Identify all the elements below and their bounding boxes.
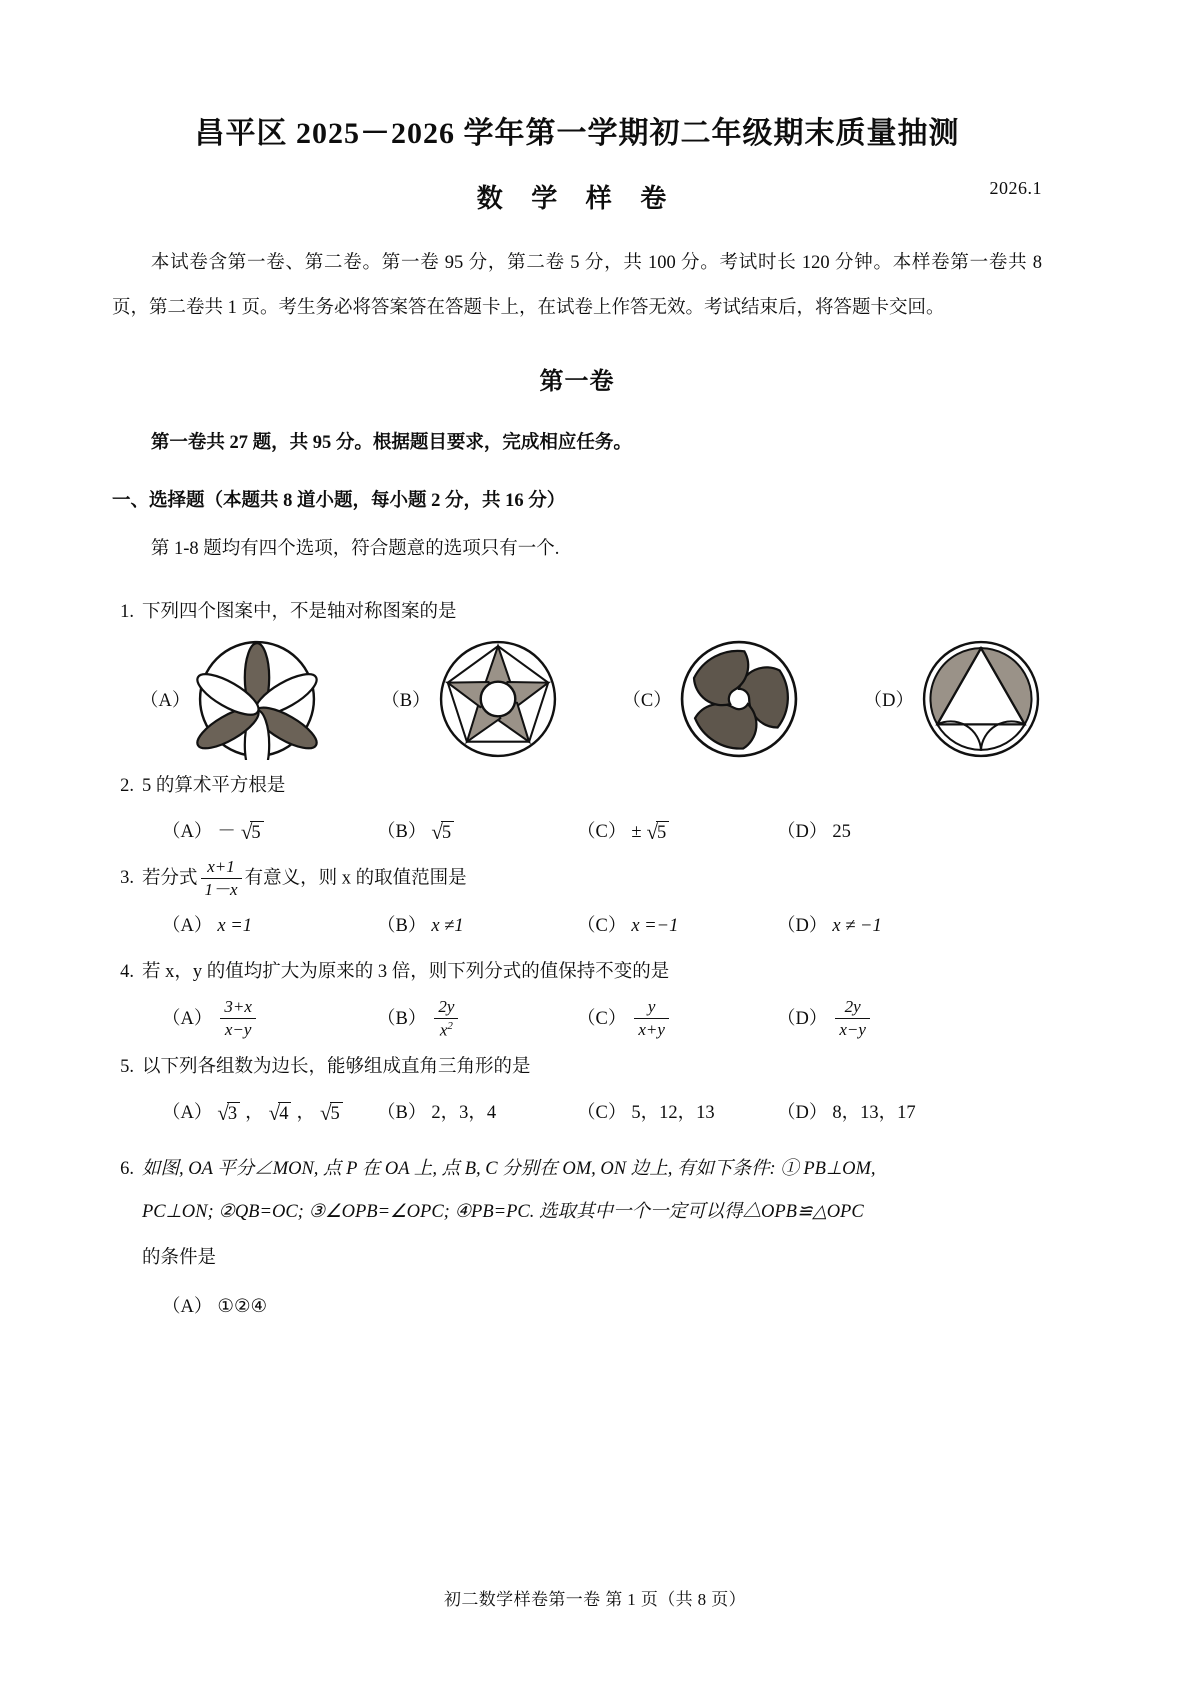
question-2-option-b-label: （B）: [377, 822, 427, 842]
question-3-option-b-label: （B）: [377, 916, 427, 937]
option-a-figure-cell[interactable]: [140, 638, 381, 760]
question-4-option-a-numerator: 3+x: [224, 997, 252, 1017]
question-4-options: [162, 998, 1042, 1041]
question-3-option-b-value: x ≠1: [431, 916, 464, 937]
part-one-summary: 第一卷共 27 题，共 95 分。根据题目要求，完成相应任务。: [150, 433, 632, 453]
subject-row: [112, 178, 1042, 215]
question-4-option-a-denominator: x−y: [220, 1018, 256, 1040]
question-6-option-a-label: （A）: [162, 1296, 213, 1317]
comma-2: ，: [296, 1102, 315, 1123]
option-d-label: （D）: [863, 691, 914, 711]
question-6-option-a[interactable]: [162, 1287, 377, 1327]
page-title: 昌平区 2025－2026 学年第一学期初二年级期末质量抽测: [194, 117, 960, 150]
question-4-option-d[interactable]: [777, 998, 873, 1041]
question-2-option-c-label: （C）: [577, 822, 627, 842]
exam-instructions: 本试卷含第一卷、第二卷。第一卷 95 分，第二卷 5 分，共 100 分。考试时长 120 分钟。本样卷第一卷共 8 页，第二卷共 1 页。考生务必将答案答在答题卡上，在试卷上作答无效。考试结束后，将答题卡交回。: [112, 253, 1042, 318]
question-4-option-d-numerator: 2y: [844, 997, 861, 1017]
option-b-label: （B）: [381, 691, 431, 711]
question-3-option-a-value: x =1: [217, 916, 252, 937]
question-2-option-d-value: 25: [832, 822, 851, 842]
question-2-option-a[interactable]: [162, 812, 377, 852]
question-2-option-d[interactable]: [777, 812, 851, 852]
question-4-option-d-denominator: x−y: [835, 1018, 870, 1040]
question-6-option-a-value: ①②④: [217, 1296, 268, 1317]
question-4-option-c[interactable]: [577, 998, 777, 1041]
sqrt-icon: √ 5: [647, 821, 670, 843]
question-5-option-a-label: （A）: [162, 1102, 213, 1123]
sqrt-icon: √ 5: [241, 821, 264, 843]
question-3-option-d-value: x ≠ −1: [832, 916, 882, 937]
five-point-star-circle-icon: [437, 638, 559, 760]
question-3-option-c-label: （C）: [577, 916, 627, 937]
triskelion-circle-icon: [678, 638, 800, 760]
question-4-number: 4.: [120, 962, 134, 983]
sqrt-icon: √ 3: [217, 1102, 240, 1124]
question-4-option-d-label: （D）: [777, 1009, 828, 1030]
question-5-option-d-label: （D）: [777, 1102, 828, 1123]
question-5-option-a-radicand-2: 4: [278, 1102, 291, 1124]
section-one-note: 第 1-8 题均有四个选项，符合题意的选项只有一个.: [150, 539, 560, 559]
page-footer: 初二数学样卷第一卷 第 1 页（共 8 页）: [443, 1590, 747, 1609]
question-4-option-a[interactable]: [162, 998, 377, 1041]
question-4-option-b-exponent: 2: [447, 1019, 453, 1032]
question-5-option-b-value: 2，3，4: [431, 1102, 497, 1123]
sqrt-icon: √ 4: [269, 1102, 292, 1124]
question-2-option-a-label: （A）: [162, 822, 213, 842]
question-2-option-b[interactable]: [377, 812, 577, 852]
question-5-option-d[interactable]: [777, 1093, 916, 1133]
question-2-option-a-radicand: 5: [250, 821, 263, 843]
exam-date: 2026.1: [989, 178, 1042, 198]
question-3-option-c[interactable]: [577, 906, 777, 946]
question-3-option-b[interactable]: [377, 906, 577, 946]
question-5-options: [162, 1093, 1042, 1133]
question-3-fraction: [201, 857, 242, 899]
question-5-option-a-radicand-1: 3: [227, 1102, 240, 1124]
section-one-heading: 一、选择题（本题共 8 道小题，每小题 2 分，共 16 分）: [112, 491, 566, 511]
option-d-figure-cell[interactable]: [864, 638, 1042, 760]
question-4-stem: 若 x，y 的值均扩大为原来的 3 倍，则下列分式的值保持不变的是: [142, 962, 670, 983]
question-4: [112, 952, 1042, 992]
question-4-option-b-denominator: x: [439, 1020, 448, 1040]
question-2-options: [162, 812, 1042, 852]
question-2: [112, 766, 1042, 806]
question-1-stem: 下列四个图案中，不是轴对称图案的是: [142, 602, 457, 622]
question-5-option-b-label: （B）: [377, 1102, 427, 1123]
subject-title: 数 学 样 卷: [476, 184, 678, 213]
triangle-arc-circle-icon: [920, 638, 1042, 760]
question-4-option-d-fraction: [835, 997, 870, 1039]
question-4-option-c-numerator: y: [647, 997, 656, 1017]
question-2-option-c-radicand: 5: [656, 821, 669, 843]
question-5-option-a-radicand-3: 5: [330, 1102, 343, 1124]
question-3-fraction-numerator: x+1: [207, 857, 235, 876]
question-1: [112, 592, 1042, 632]
question-2-option-a-sign: －: [217, 822, 236, 842]
question-3-option-a[interactable]: [162, 906, 377, 946]
six-petal-flower-circle-icon: [196, 638, 318, 760]
sqrt-icon: √ 5: [431, 821, 454, 843]
question-5-option-c[interactable]: [577, 1093, 777, 1133]
question-4-option-b-label: （B）: [377, 1009, 427, 1030]
question-3-option-d[interactable]: [777, 906, 882, 946]
question-6-stem-line-1: 如图, OA 平分∠MON, 点 P 在 OA 上, 点 B, C 分别在 OM, ON 边上, 有如下条件: ① PB⊥OM,: [142, 1158, 876, 1179]
option-c-label: （C）: [622, 691, 672, 711]
question-2-number: 2.: [120, 776, 134, 796]
question-6-stem-line-3: 的条件是: [142, 1247, 217, 1268]
sqrt-icon: √ 5: [320, 1102, 343, 1124]
question-3-option-a-label: （A）: [162, 916, 213, 937]
question-4-option-c-label: （C）: [577, 1009, 627, 1030]
question-4-option-b-fraction: [434, 997, 458, 1040]
question-6-number: 6.: [120, 1158, 134, 1179]
question-5-option-c-label: （C）: [577, 1102, 627, 1123]
option-a-label: （A）: [140, 691, 191, 711]
option-b-figure-cell[interactable]: [381, 638, 622, 760]
question-6: [112, 1149, 1042, 1189]
question-3-number: 3.: [120, 868, 134, 888]
page-content: [112, 108, 1042, 1327]
question-4-option-c-fraction: [634, 997, 669, 1039]
question-4-option-a-label: （A）: [162, 1009, 213, 1030]
question-4-option-c-denominator: x+y: [634, 1018, 669, 1040]
question-2-option-c[interactable]: [577, 812, 777, 852]
question-4-option-b-numerator: 2y: [438, 997, 455, 1017]
question-5-option-a[interactable]: [162, 1093, 377, 1133]
question-3-options: [162, 906, 1042, 946]
part-one-heading: 第一卷: [539, 369, 615, 395]
question-3-fraction-denominator: 1－x: [201, 878, 242, 900]
question-5-option-d-value: 8，13，17: [832, 1102, 916, 1123]
question-6-stem-line-2: PC⊥ON; ②QB=OC; ③∠OPB=∠OPC; ④PB=PC. 选取其中一个一定可以得△OPB≌△OPC: [142, 1201, 864, 1222]
question-2-option-c-sign: ±: [631, 822, 642, 842]
question-1-number: 1.: [120, 602, 134, 622]
question-5-option-b[interactable]: [377, 1093, 577, 1133]
question-3-option-c-value: x =−1: [631, 916, 679, 937]
option-c-figure-cell[interactable]: [622, 638, 863, 760]
question-3: [112, 858, 1042, 900]
question-4-option-a-fraction: [220, 997, 256, 1039]
question-5-number: 5.: [120, 1056, 134, 1077]
question-5-option-c-value: 5，12，13: [631, 1102, 715, 1123]
question-1-figures: [140, 638, 1042, 760]
question-5: [112, 1047, 1042, 1087]
question-2-option-b-radicand: 5: [441, 821, 454, 843]
question-5-stem: 以下列各组数为边长，能够组成直角三角形的是: [142, 1056, 531, 1077]
question-4-option-b[interactable]: [377, 998, 577, 1041]
comma-1: ，: [245, 1102, 264, 1123]
question-2-stem: 5 的算术平方根是: [142, 776, 286, 796]
question-6-options: [162, 1287, 1042, 1327]
question-3-stem-pre: 若分式: [142, 868, 198, 889]
question-2-option-d-label: （D）: [777, 822, 828, 842]
question-3-stem-post: 有意义，则 x 的取值范围是: [244, 868, 467, 889]
question-3-option-d-label: （D）: [777, 916, 828, 937]
